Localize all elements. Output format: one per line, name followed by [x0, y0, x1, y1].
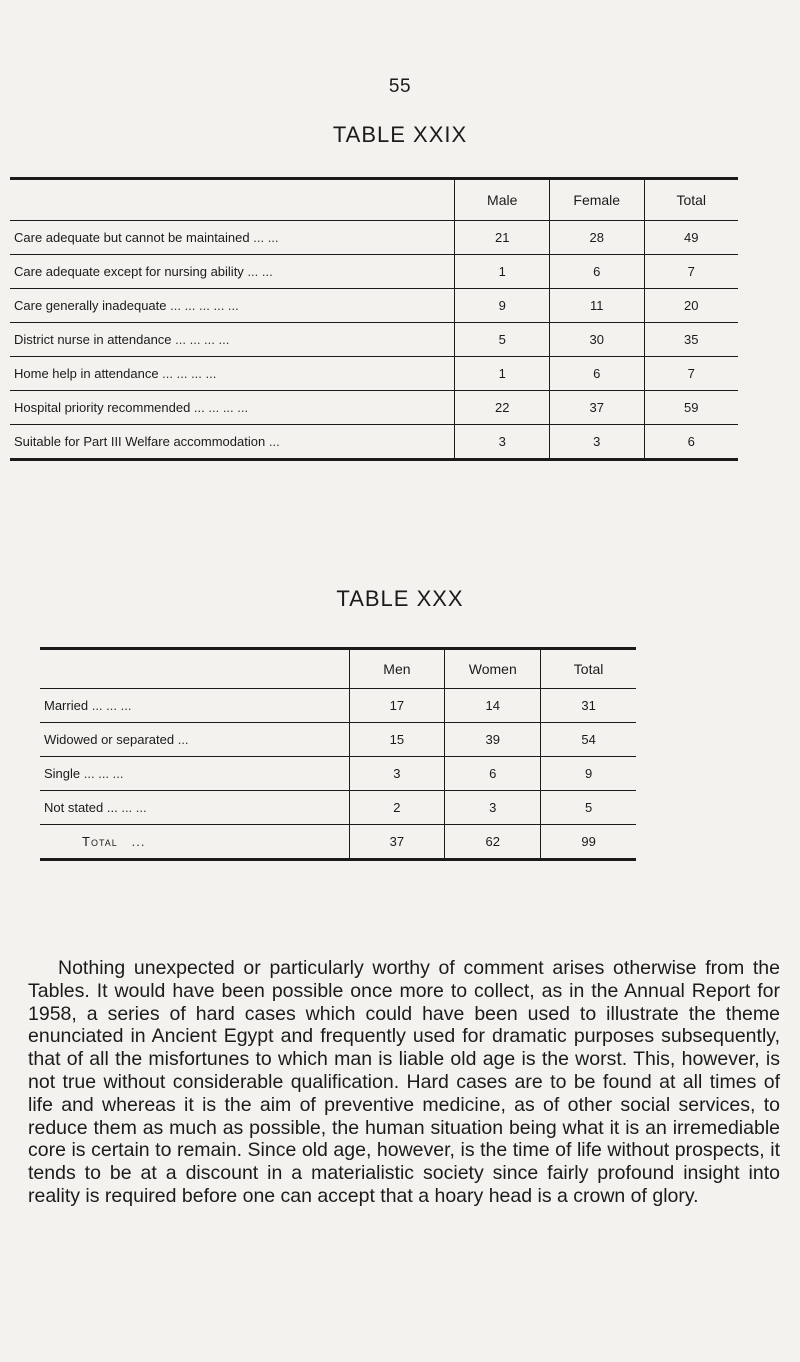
men-value: 2: [349, 791, 445, 825]
dot-leader: ... ... ...: [91, 698, 132, 713]
total-value: 99: [541, 825, 636, 860]
dot-leader: ...: [131, 834, 146, 849]
row-label: Care generally inadequate ... ... ... ... ...: [10, 289, 455, 323]
table-row: [40, 689, 636, 723]
header-total: Total: [644, 179, 738, 221]
total-value: 31: [541, 689, 636, 723]
header-total: Total: [541, 649, 636, 689]
female-value: 28: [549, 221, 644, 255]
table-header-row: [40, 649, 636, 689]
male-value: 22: [455, 391, 549, 425]
male-value: 1: [455, 255, 549, 289]
total-value: 7: [644, 357, 738, 391]
dot-leader: ... ... ... ...: [175, 332, 230, 347]
male-value: 3: [455, 425, 549, 460]
table-row: [10, 323, 738, 357]
row-label: Hospital priority recommended ... ... ... ...: [10, 391, 455, 425]
table-row: [10, 391, 738, 425]
header-men: Men: [349, 649, 445, 689]
male-value: 21: [455, 221, 549, 255]
female-value: 6: [549, 357, 644, 391]
row-label: Care adequate except for nursing ability ... ...: [10, 255, 455, 289]
female-value: 6: [549, 255, 644, 289]
header-female: Female: [549, 179, 644, 221]
total-value: 54: [541, 723, 636, 757]
total-value: 9: [541, 757, 636, 791]
female-value: 11: [549, 289, 644, 323]
female-value: 30: [549, 323, 644, 357]
dot-leader: ... ...: [121, 800, 147, 815]
total-row-label: Total ...: [40, 825, 349, 860]
table-header-row: [10, 179, 738, 221]
table-row: [10, 289, 738, 323]
women-value: 3: [445, 791, 541, 825]
table-30-title: TABLE XXX: [336, 586, 464, 611]
men-value: 37: [349, 825, 445, 860]
women-value: 6: [445, 757, 541, 791]
row-label: Married ... ... ...: [40, 689, 349, 723]
row-label: Not stated ... ... ...: [40, 791, 349, 825]
table-row: [10, 357, 738, 391]
row-label: Suitable for Part III Welfare accommodation ...: [10, 425, 455, 460]
total-value: 7: [644, 255, 738, 289]
male-value: 9: [455, 289, 549, 323]
table-total-row: [40, 825, 636, 860]
dot-leader: ... ... ...: [208, 400, 249, 415]
total-value: 6: [644, 425, 738, 460]
women-value: 14: [445, 689, 541, 723]
dot-leader: ... ... ... ...: [162, 366, 217, 381]
table-row: [10, 221, 738, 255]
header-male: Male: [455, 179, 549, 221]
male-value: 1: [455, 357, 549, 391]
total-value: 5: [541, 791, 636, 825]
women-value: 62: [445, 825, 541, 860]
total-value: 20: [644, 289, 738, 323]
row-label: Home help in attendance ... ... ... ...: [10, 357, 455, 391]
table-29: [10, 177, 738, 461]
dot-leader: ... ...: [247, 264, 273, 279]
row-label: Widowed or separated ...: [40, 723, 349, 757]
dot-leader: ... ... ... ... ...: [170, 298, 239, 313]
total-value: 49: [644, 221, 738, 255]
header-blank: [10, 179, 455, 221]
men-value: 15: [349, 723, 445, 757]
row-label: Single ... ... ...: [40, 757, 349, 791]
dot-leader: ...: [268, 434, 280, 449]
female-value: 3: [549, 425, 644, 460]
dot-leader: ... ...: [253, 230, 279, 245]
header-women: Women: [445, 649, 541, 689]
commentary-paragraph: Nothing unexpected or particularly worthy of comment arises otherwise from the Tables. It would have been possible once more to collect, as in the Annual Report for 1958, a series of hard cases which could have been used to illustrate the theme enunciated in Ancient Egypt and frequently used for dramatic purposes subsequently, that of all the misfortunes to which man is liable old age is the worst. This, however, is not true without considerable qualification. Hard cases are to be found at all times of life and whereas it is the aim of preventive medicine, as of other social services, to reduce them as much as possible, the human situation being what it is an irremediable core is certain to remain. Since old age, however, is the time of life without prospects, it tends to be at a discount in a materialistic society since fairly profound insight into reality is required before one can accept that a hoary head is a crown of glory.: [28, 957, 780, 1207]
header-blank: [40, 649, 349, 689]
table-row: [40, 791, 636, 825]
table-row: [40, 723, 636, 757]
table-row: [40, 757, 636, 791]
page-number: 55: [388, 76, 412, 97]
table-29-title: TABLE XXIX: [332, 122, 468, 147]
table-row: [10, 255, 738, 289]
table-row: [10, 425, 738, 460]
table-30: [40, 647, 636, 861]
female-value: 37: [549, 391, 644, 425]
men-value: 3: [349, 757, 445, 791]
men-value: 17: [349, 689, 445, 723]
dot-leader: ...: [177, 732, 189, 747]
row-label: District nurse in attendance ... ... ... ...: [10, 323, 455, 357]
total-value: 59: [644, 391, 738, 425]
dot-leader: ... ... ...: [83, 766, 124, 781]
male-value: 5: [455, 323, 549, 357]
women-value: 39: [445, 723, 541, 757]
total-value: 35: [644, 323, 738, 357]
row-label: Care adequate but cannot be maintained ... ...: [10, 221, 455, 255]
